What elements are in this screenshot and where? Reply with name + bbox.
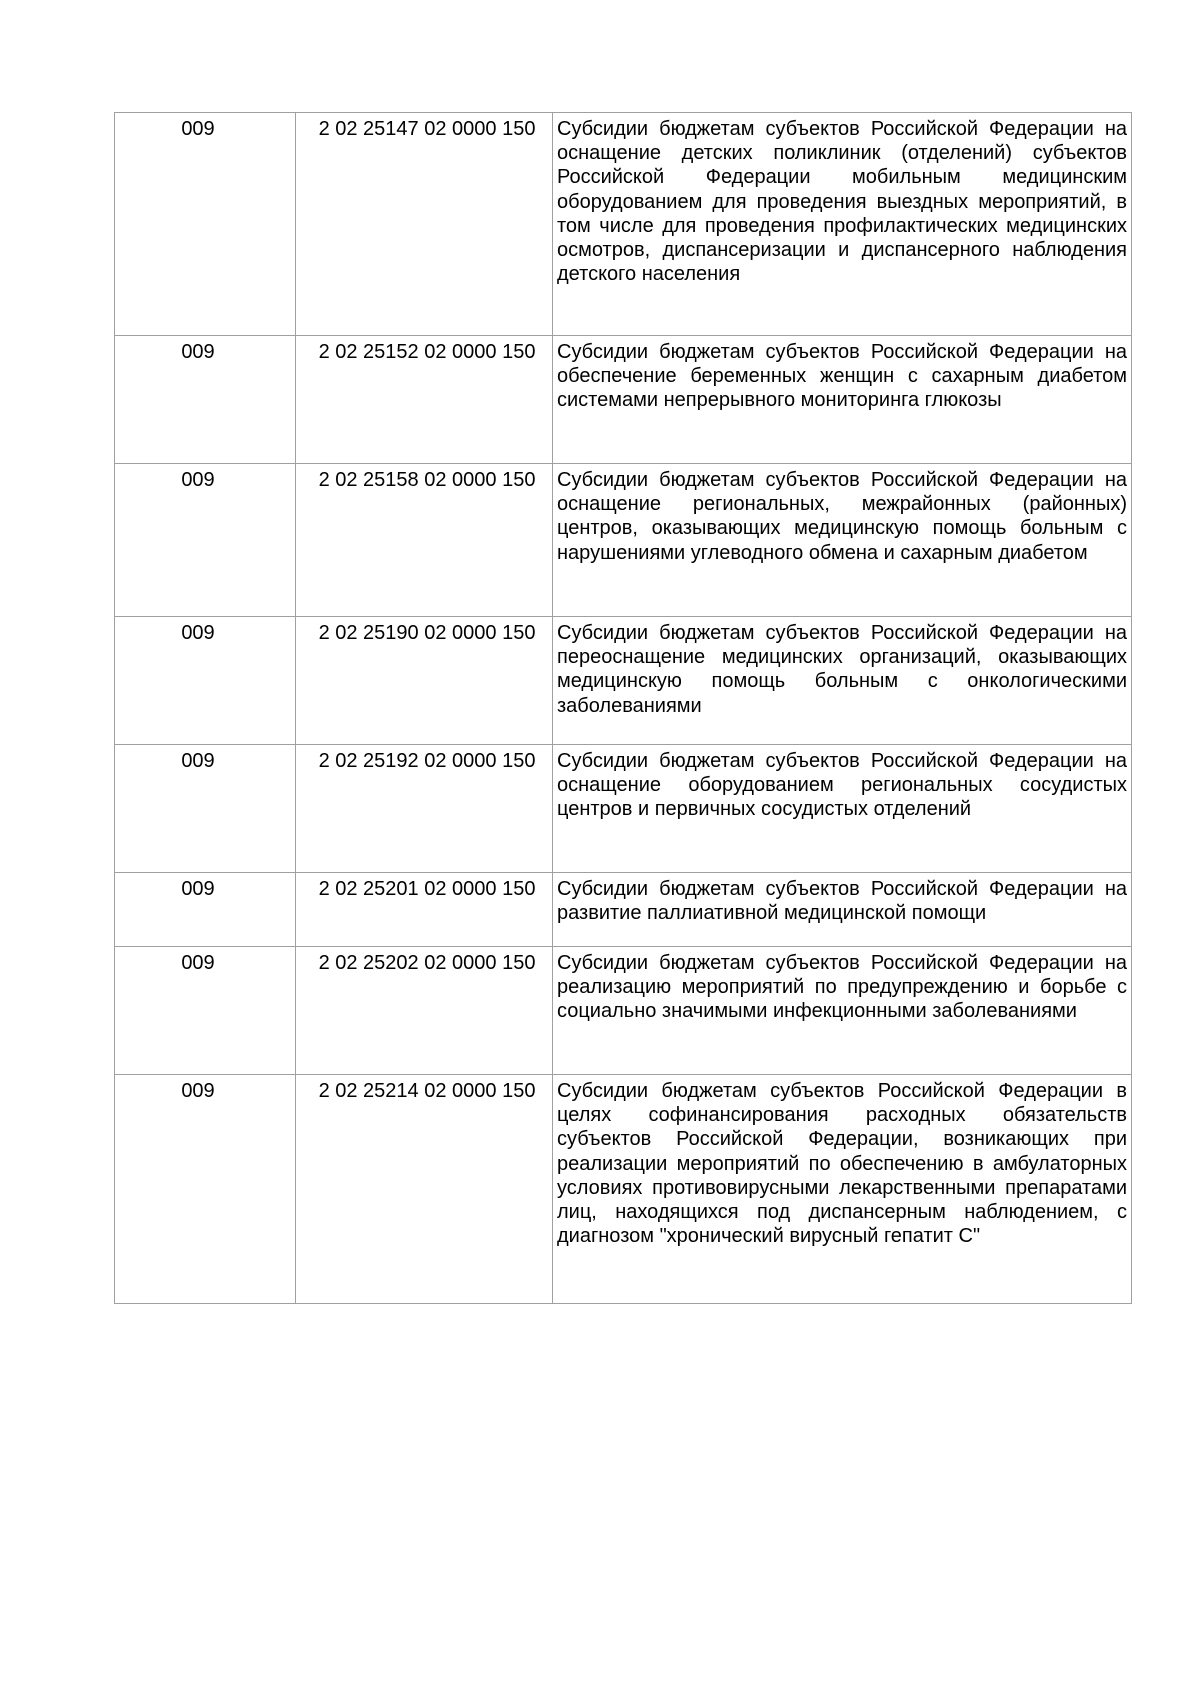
revenue-name-cell [553, 336, 1132, 464]
admin-code-cell [115, 745, 296, 873]
admin-code-cell [115, 1075, 296, 1304]
budget-code: 2 02 25147 02 0000 150 [318, 118, 536, 140]
budget-code: 2 02 25202 02 0000 150 [318, 952, 536, 974]
revenue-name: Субсидии бюджетам субъектов Российской Федерации на оснащение региональных, межрайонных (районных) центров, оказывающих медицинскую помощь больным с нарушениями углеводного обмена и сахарным диабетом [557, 469, 1127, 564]
admin-code-cell [115, 113, 296, 336]
table-row [115, 1075, 1132, 1304]
admin-code: 009 [181, 469, 215, 491]
table-row [115, 617, 1132, 745]
revenue-name-cell [553, 113, 1132, 336]
admin-code: 009 [181, 622, 215, 644]
budget-code-cell [296, 745, 553, 873]
revenue-name: Субсидии бюджетам субъектов Российской Федерации в целях софинансирования расходных обязательств субъектов Российской Федерации, возникающих при реализации мероприятий по обеспечению в амбулаторных условиях противовирусными лекарственными препаратами лиц, находящихся под диспансерным наблюдением, с диагнозом "хронический вирусный гепатит C" [557, 1080, 1127, 1248]
admin-code-cell [115, 617, 296, 745]
table-row [115, 464, 1132, 617]
budget-code-cell [296, 873, 553, 947]
admin-code-cell [115, 336, 296, 464]
revenue-name-cell [553, 464, 1132, 617]
table-row [115, 113, 1132, 336]
table-row [115, 336, 1132, 464]
budget-code: 2 02 25152 02 0000 150 [318, 341, 536, 363]
admin-code-cell [115, 464, 296, 617]
admin-code: 009 [181, 118, 215, 140]
admin-code: 009 [181, 878, 215, 900]
admin-code: 009 [181, 750, 215, 772]
budget-code-cell [296, 1075, 553, 1304]
admin-code-cell [115, 873, 296, 947]
revenue-name: Субсидии бюджетам субъектов Российской Федерации на переоснащение медицинских организаций, оказывающих медицинскую помощь больным с онкологическими заболеваниями [557, 622, 1127, 717]
admin-code: 009 [181, 952, 215, 974]
revenue-name-cell [553, 873, 1132, 947]
budget-code-cell [296, 947, 553, 1075]
budget-code-cell [296, 336, 553, 464]
budget-code: 2 02 25158 02 0000 150 [318, 469, 536, 491]
revenue-name: Субсидии бюджетам субъектов Российской Федерации на реализацию мероприятий по предупреждению и борьбе с социально значимыми инфекционными заболеваниями [557, 952, 1127, 1023]
budget-code: 2 02 25214 02 0000 150 [318, 1080, 536, 1102]
table-row [115, 947, 1132, 1075]
revenue-name: Субсидии бюджетам субъектов Российской Федерации на оснащение оборудованием региональных сосудистых центров и первичных сосудистых отделений [557, 750, 1127, 821]
budget-classification-table [114, 112, 1132, 1304]
admin-code: 009 [181, 341, 215, 363]
revenue-name: Субсидии бюджетам субъектов Российской Федерации на обеспечение беременных женщин с сахарным диабетом системами непрерывного мониторинга глюкозы [557, 341, 1127, 412]
budget-code: 2 02 25201 02 0000 150 [318, 878, 536, 900]
admin-code: 009 [181, 1080, 215, 1102]
revenue-name: Субсидии бюджетам субъектов Российской Федерации на оснащение детских поликлиник (отделений) субъектов Российской Федерации мобильным медицинским оборудованием для проведения выездных мероприятий, в том числе для проведения профилактических медицинских осмотров, диспансеризации и диспансерного наблюдения детского населения [557, 118, 1127, 286]
revenue-name-cell [553, 1075, 1132, 1304]
revenue-name-cell [553, 745, 1132, 873]
budget-code: 2 02 25192 02 0000 150 [318, 750, 536, 772]
admin-code-cell [115, 947, 296, 1075]
revenue-name-cell [553, 947, 1132, 1075]
budget-code-cell [296, 464, 553, 617]
table-row [115, 745, 1132, 873]
budget-code-cell [296, 617, 553, 745]
revenue-name-cell [553, 617, 1132, 745]
budget-code-cell [296, 113, 553, 336]
table-row [115, 873, 1132, 947]
budget-code: 2 02 25190 02 0000 150 [318, 622, 536, 644]
revenue-name: Субсидии бюджетам субъектов Российской Федерации на развитие паллиативной медицинской помощи [557, 878, 1127, 925]
